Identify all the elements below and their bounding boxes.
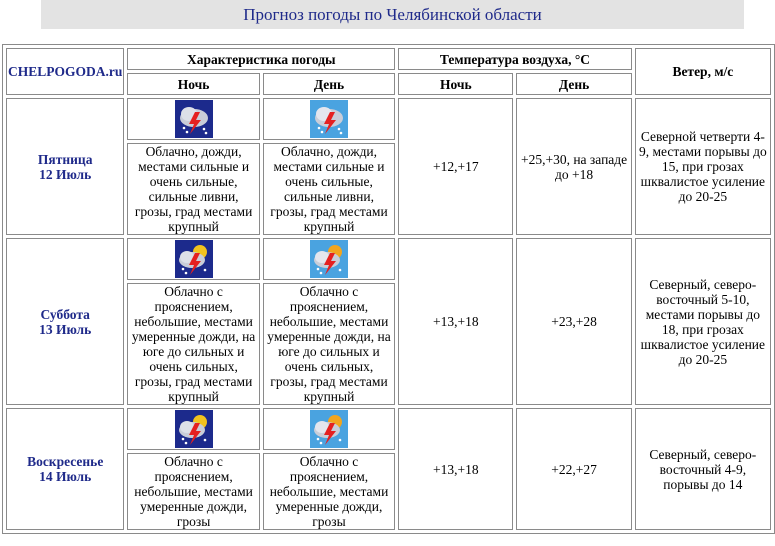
night-description: Облачно с прояснением, небольшие, местами умеренные дожди, на юге до сильных и очень сильных, грозы, град местами крупный bbox=[127, 283, 259, 405]
date: 14 Июль bbox=[39, 469, 92, 484]
forecast-row bbox=[6, 238, 771, 280]
temp-day: +25,+30, на западе до +18 bbox=[516, 98, 631, 235]
day-icon-cell bbox=[263, 98, 395, 140]
forecast-row bbox=[6, 408, 771, 450]
partly-cloudy-thunderstorm-night-icon bbox=[175, 410, 213, 448]
thunderstorm-day-icon bbox=[310, 100, 348, 138]
day-icon-cell bbox=[263, 238, 395, 280]
weekday: Пятница bbox=[37, 151, 93, 167]
date: 13 Июль bbox=[39, 321, 92, 337]
temp-night: +12,+17 bbox=[398, 98, 513, 235]
day-label bbox=[6, 238, 124, 405]
night-icon-cell bbox=[127, 408, 259, 450]
temp-night: +13,+18 bbox=[398, 238, 513, 405]
partly-cloudy-thunderstorm-day-icon bbox=[310, 240, 348, 278]
wind: Северный, северо-восточный 5-10, местами порывы до 18, при грозах шквалистое усиление до 20-25 bbox=[635, 238, 771, 405]
site-name: CHELPOGODA.ru bbox=[6, 48, 124, 95]
header-temp-night: Ночь bbox=[398, 73, 513, 95]
night-description: Облачно с прояснением, небольшие, местами умеренные дожди, грозы bbox=[127, 453, 259, 530]
partly-cloudy-thunderstorm-night-icon bbox=[175, 240, 213, 278]
temp-night: +13,+18 bbox=[398, 408, 513, 530]
forecast-row bbox=[6, 98, 771, 140]
day-label bbox=[6, 98, 124, 235]
day-description: Облачно с прояснением, небольшие, местами умеренные дожди, грозы bbox=[263, 453, 395, 530]
header-characteristic: Характеристика погоды bbox=[127, 48, 395, 70]
temp-day: +22,+27 bbox=[516, 408, 631, 530]
wind: Северный, северо-восточный 4-9, порывы до 14 bbox=[635, 408, 771, 530]
header-wind: Ветер, м/с bbox=[635, 48, 771, 95]
day-label bbox=[6, 408, 124, 530]
forecast-table bbox=[2, 44, 775, 534]
day-description: Облачно, дожди, местами сильные и очень сильные, сильные ливни, грозы, град местами крупный bbox=[263, 143, 395, 235]
date: 12 Июль bbox=[39, 166, 92, 182]
header-night: Ночь bbox=[127, 73, 259, 95]
header-temp-day: День bbox=[516, 73, 631, 95]
thunderstorm-night-icon bbox=[175, 100, 213, 138]
wind: Северной четверти 4-9, местами порывы до 15, при грозах шквалистое усиление до 20-25 bbox=[635, 98, 771, 235]
weekday: Суббота bbox=[40, 306, 90, 322]
day-icon-cell bbox=[263, 408, 395, 450]
night-description: Облачно, дожди, местами сильные и очень сильные, сильные ливни, грозы, град местами крупный bbox=[127, 143, 259, 235]
weekday: Воскресенье bbox=[27, 454, 104, 469]
temp-day: +23,+28 bbox=[516, 238, 631, 405]
header-temperature: Температура воздуха, °С bbox=[398, 48, 632, 70]
night-icon-cell bbox=[127, 98, 259, 140]
partly-cloudy-thunderstorm-day-icon bbox=[310, 410, 348, 448]
header-day: День bbox=[263, 73, 395, 95]
night-icon-cell bbox=[127, 238, 259, 280]
day-description: Облачно с прояснением, небольшие, местами умеренные дожди, на юге до сильных и очень сильных, грозы, град местами крупный bbox=[263, 283, 395, 405]
page-title: Прогноз погоды по Челябинской области bbox=[41, 0, 744, 29]
